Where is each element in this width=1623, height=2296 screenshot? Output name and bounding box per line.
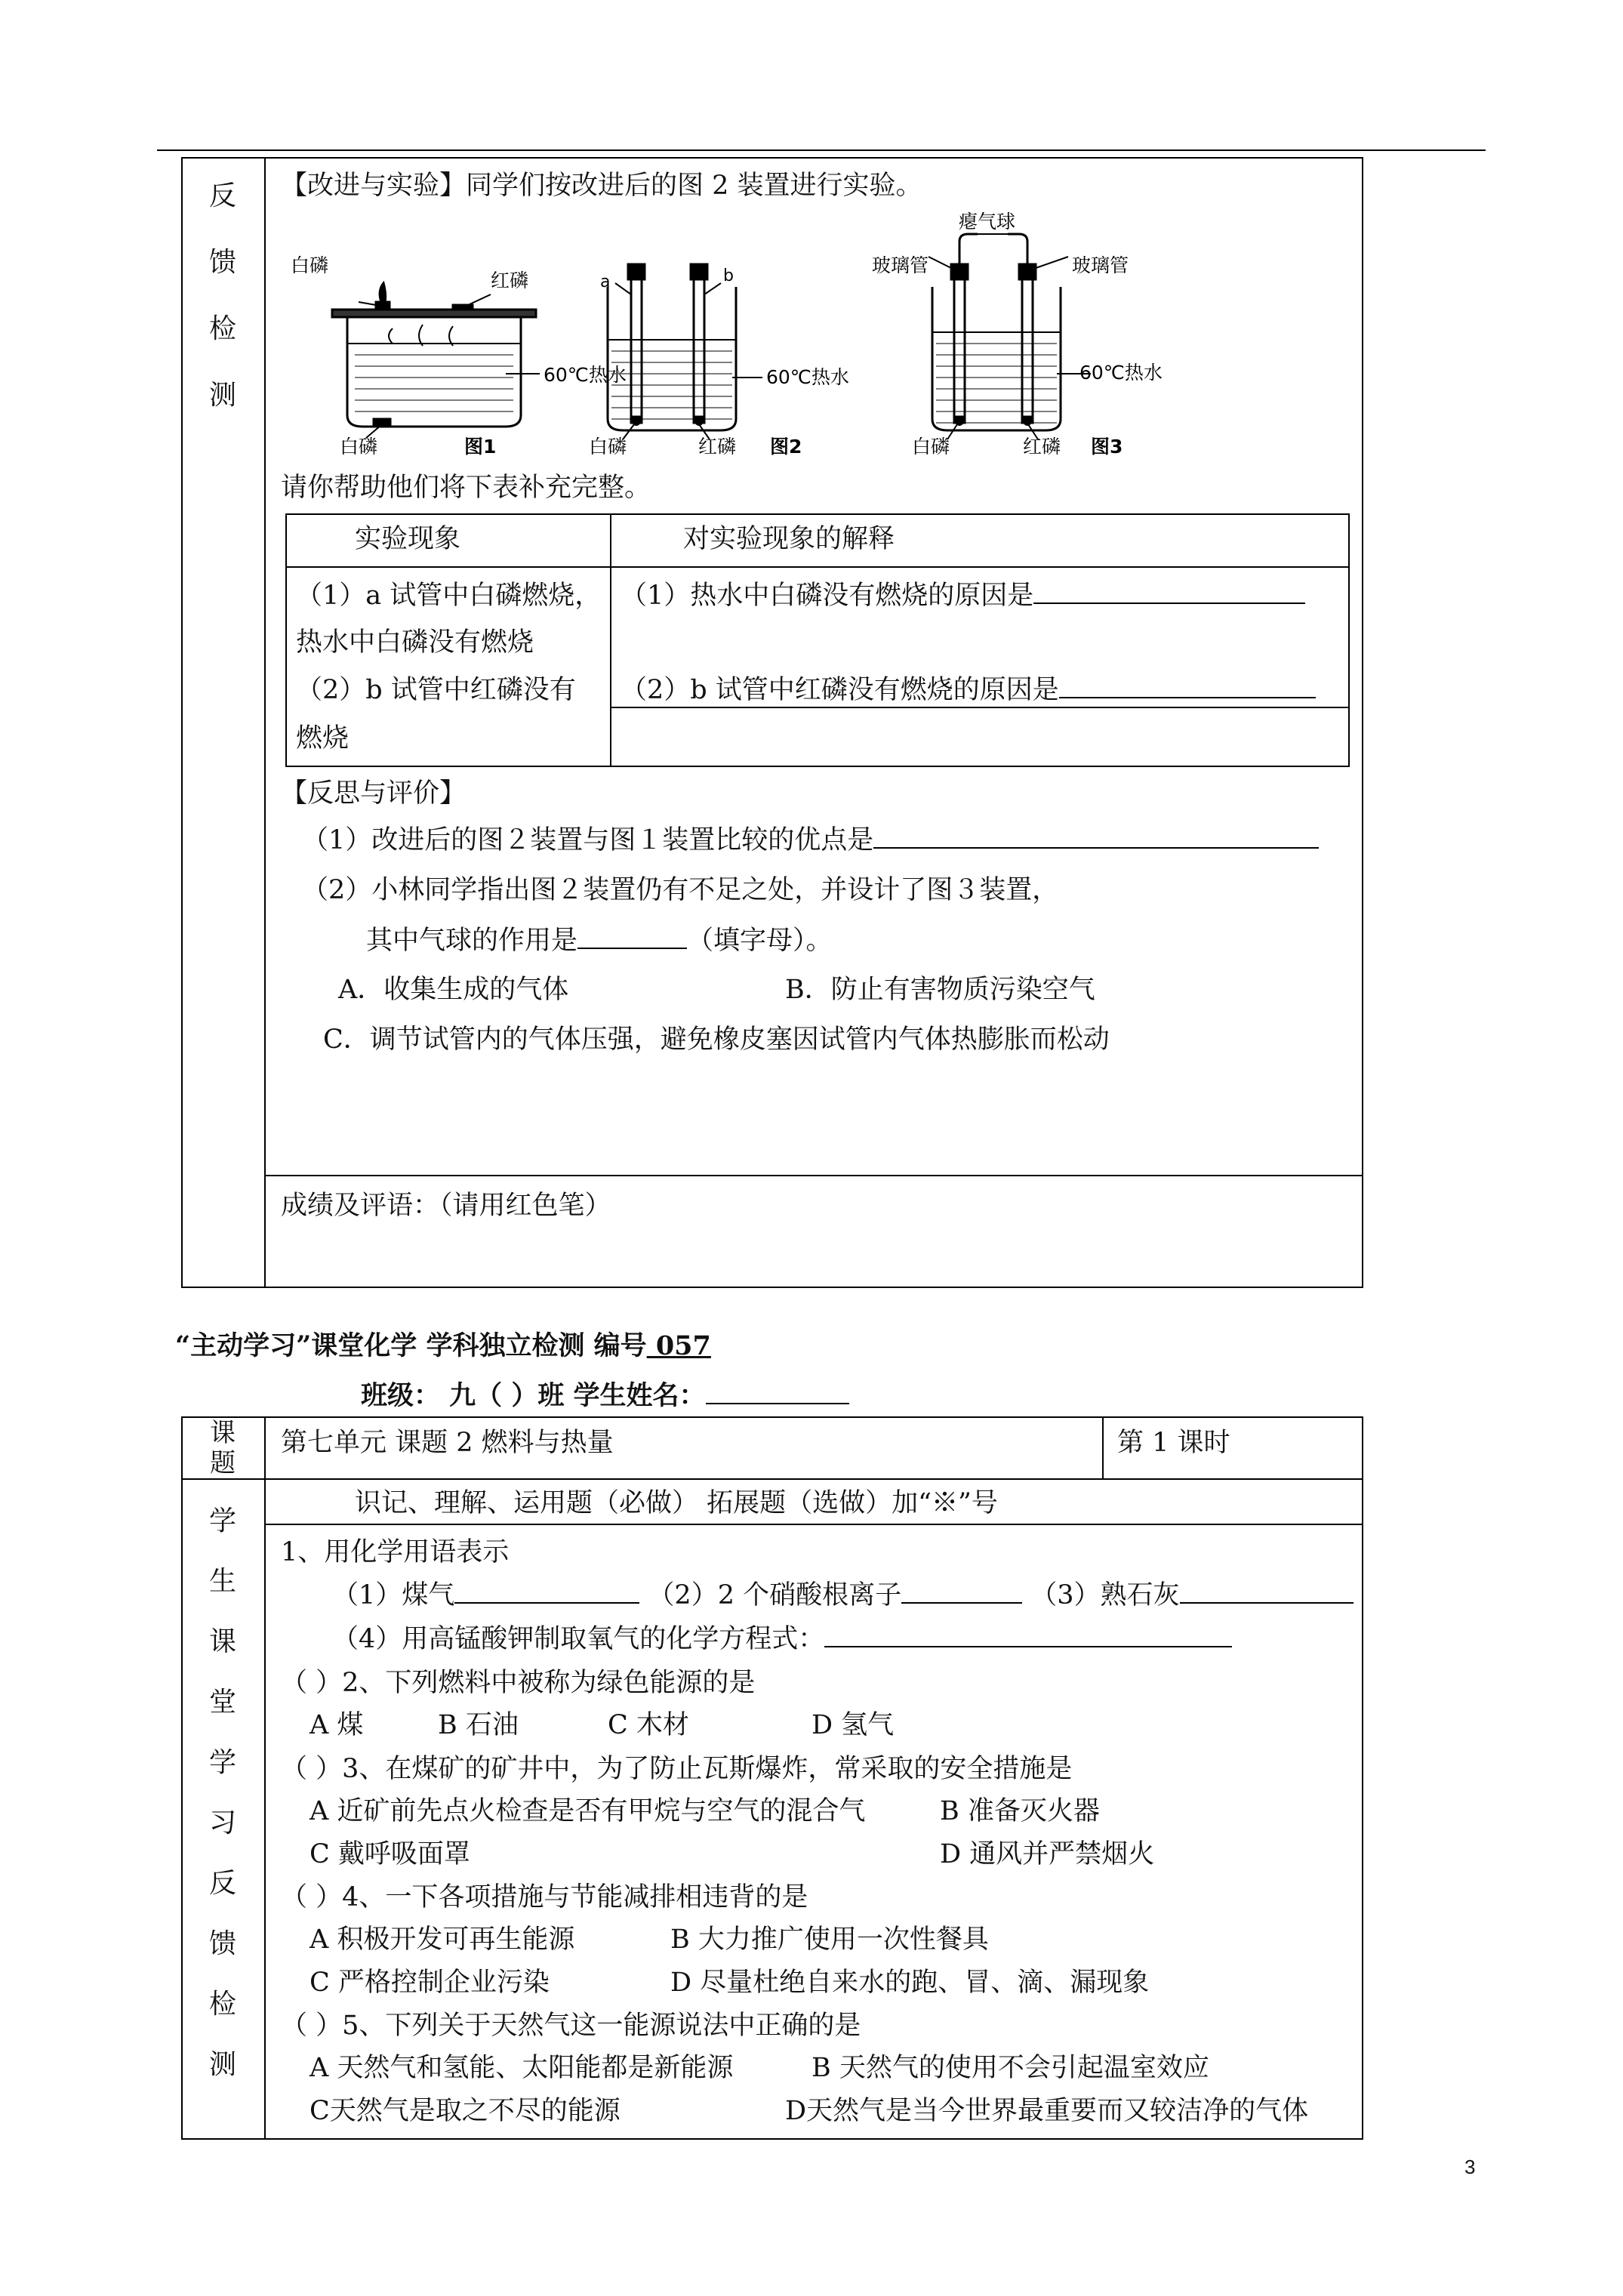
topic-label-char: 题 [210,1448,236,1478]
score-divider [264,1175,1363,1176]
section2-heading-no: 057 [646,1330,711,1361]
phenomena-table-right-rule [610,707,1350,708]
q3-opt-b: B 准备灭火器 [940,1796,1100,1826]
side-char: 测 [208,2049,236,2080]
option-c: C．调节试管内的气体压强，避免橡皮塞因试管内气体热膨胀而松动 [323,1025,1110,1055]
fig3-label-glass-tube-left: 玻璃管 [872,254,929,276]
answer-blank[interactable] [901,1601,1022,1604]
q2-opt-a: A 煤 [310,1710,364,1740]
q2: （ ）2、下列燃料中被称为绿色能源的是 [281,1668,756,1698]
instructions: 识记、理解、运用题（必做） 拓展题（选做）加“※”号 [355,1488,998,1518]
student-name-blank[interactable] [706,1402,849,1404]
answer-blank[interactable] [873,846,1319,849]
fig1-label-white-p-top: 白磷 [291,254,329,276]
section2-heading-text: “主动学习”课堂化学 学科独立检测 编号 [175,1330,647,1361]
fig2-label-white-p: 白磷 [589,436,627,458]
q5-opt-c: C天然气是取之不尽的能源 [310,2096,621,2126]
fig1-label-hot-water: 60℃热水 [544,364,627,386]
topic-label-char: 课 [210,1418,236,1448]
answer-blank[interactable] [1033,602,1305,604]
fig3-caption: 图3 [1091,436,1123,458]
side-char: 课 [208,1626,236,1657]
fig1-label-white-p-bottom: 白磷 [340,436,378,458]
explanation-2-text: （2）b 试管中红磷没有燃烧的原因是 [621,675,1059,705]
side-char: 习 [208,1808,236,1838]
lesson-col-divider [1102,1416,1104,1478]
lesson-side-label [196,1491,249,2095]
q1-b: （2）2 个硝酸根离子 [648,1580,902,1610]
improve-title: 【改进与实验】同学们按改进后的图 2 装置进行实验。 [281,171,922,201]
option-b: B．防止有害物质污染空气 [785,975,1095,1005]
fig3-label-white-p: 白磷 [912,436,950,458]
fig3-label-red-p: 红磷 [1023,436,1061,458]
q1-d-row [332,1623,1232,1655]
q1-title: 1、用化学用语表示 [281,1537,510,1567]
figure-3 [929,234,1091,439]
q5-opt-a: A 天然气和氢能、太阳能都是新能源 [310,2053,734,2083]
side-char: 反 [208,1868,236,1899]
explanation-1-text: （1）热水中白磷没有燃烧的原因是 [621,581,1034,611]
reflection-q2: （2）小林同学指出图２装置仍有不足之处，并设计了图３装置， [302,875,1059,905]
q1-d: （4）用高锰酸钾制取氧气的化学方程式： [332,1624,825,1654]
side-char: 检 [208,1989,236,2020]
score-remarks: 成绩及评语：（请用红色笔） [281,1191,611,1221]
fig2-label-a: a [600,273,611,291]
figure-2 [608,264,762,439]
option-a: A．收集生成的气体 [338,975,569,1005]
phenomena-table-col-rule [610,513,611,767]
fig2-label-b: b [723,267,734,285]
fig2-caption: 图2 [770,436,802,458]
fig1-caption: 图1 [464,436,497,458]
side-char: 学 [208,1747,236,1778]
side-char: 检 [208,313,236,344]
side-char: 馈 [208,1928,236,1959]
lesson-number: 第 1 课时 [1117,1428,1230,1458]
topic-rule [181,1478,1363,1480]
figure-1 [332,283,540,438]
q4-opt-d: D 尽量杜绝自来水的跑、冒、滴、漏现象 [670,1968,1150,1998]
class-line [361,1380,849,1412]
q4: （ ）4、一下各项措施与节能减排相违背的是 [281,1882,808,1912]
reflection-q1 [302,824,1319,856]
table-header-explanation: 对实验现象的解释 [683,524,895,554]
side-char: 堂 [208,1687,236,1718]
feedback-side-label [196,163,249,429]
experiment-figures [279,211,1163,461]
side-char: 馈 [208,247,236,278]
reflection-q2b-pre: 其中气球的作用是 [366,926,578,956]
fig1-label-red-p: 红磷 [491,270,529,291]
q5: （ ）5、下列关于天然气这一能源说法中正确的是 [281,2011,861,2041]
section2-heading [175,1330,711,1362]
explanation-1 [621,580,1305,612]
q4-opt-a: A 积极开发可再生能源 [310,1925,575,1955]
q5-opt-b: B 天然气的使用不会引起温室效应 [812,2053,1209,2083]
q2-opt-b: B 石油 [438,1710,519,1740]
fig2-label-hot-water: 60℃热水 [766,366,849,388]
class-line-text: 班级： 九（ ）班 学生姓名： [361,1380,706,1411]
q3-opt-d: D 通风并严禁烟火 [940,1839,1155,1869]
q1-a: （1）煤气 [332,1580,455,1610]
q3-opt-a: A 近矿前先点火检查是否有甲烷与空气的混合气 [310,1796,866,1826]
fig2-label-red-p: 红磷 [698,436,737,458]
instructions-rule [264,1524,1363,1525]
phenomenon-line: 燃烧 [296,723,350,754]
topic-label [195,1418,251,1478]
feedback-box-divider [264,157,266,1288]
q3-opt-c: C 戴呼吸面罩 [310,1839,470,1869]
table-intro: 请你帮助他们将下表补充完整。 [281,473,651,503]
q1-c: （3）熟石灰 [1030,1580,1180,1610]
fig3-label-balloon: 瘪气球 [959,211,1016,233]
phenomenon-line: （1）a 试管中白磷燃烧， [296,581,602,611]
reflection-q2b-post: （填字母）。 [687,926,833,956]
answer-blank[interactable] [454,1601,639,1604]
reflection-title: 【反思与评价】 [281,778,467,809]
answer-blank[interactable] [824,1645,1232,1647]
side-char: 反 [208,180,236,211]
explanation-2 [621,674,1316,706]
q1-row [332,1579,1354,1611]
page-number: 3 [1464,2156,1476,2178]
table-header-phenomenon: 实验现象 [355,524,461,554]
fig3-label-glass-tube-right: 玻璃管 [1072,254,1129,276]
q2-opt-c: C 木材 [608,1710,689,1740]
q5-opt-d: D天然气是当今世界最重要而又较洁净的气体 [785,2096,1309,2126]
side-char: 学 [208,1505,236,1536]
phenomenon-line: （2）b 试管中红磷没有 [296,675,576,705]
q2-opt-d: D 氢气 [812,1710,895,1740]
answer-blank[interactable] [577,947,687,949]
fig3-label-hot-water: 60℃热水 [1079,362,1163,384]
reflection-q2b [366,925,833,957]
q3: （ ）3、在煤矿的矿井中，为了防止瓦斯爆炸，常采取的安全措施是 [281,1754,1073,1784]
header-rule [157,149,1486,151]
answer-blank[interactable] [1059,696,1316,698]
side-char: 测 [208,380,236,411]
side-char: 生 [208,1566,236,1597]
phenomenon-line: 热水中白磷没有燃烧 [296,627,534,658]
q4-opt-c: C 严格控制企业污染 [310,1968,550,1998]
phenomena-table-header-rule [285,566,1350,568]
topic-title: 第七单元 课题 2 燃料与热量 [281,1428,614,1458]
reflection-q1-text: （1）改进后的图２装置与图１装置比较的优点是 [302,825,874,855]
answer-blank[interactable] [1180,1601,1354,1604]
q4-opt-b: B 大力推广使用一次性餐具 [670,1925,989,1955]
